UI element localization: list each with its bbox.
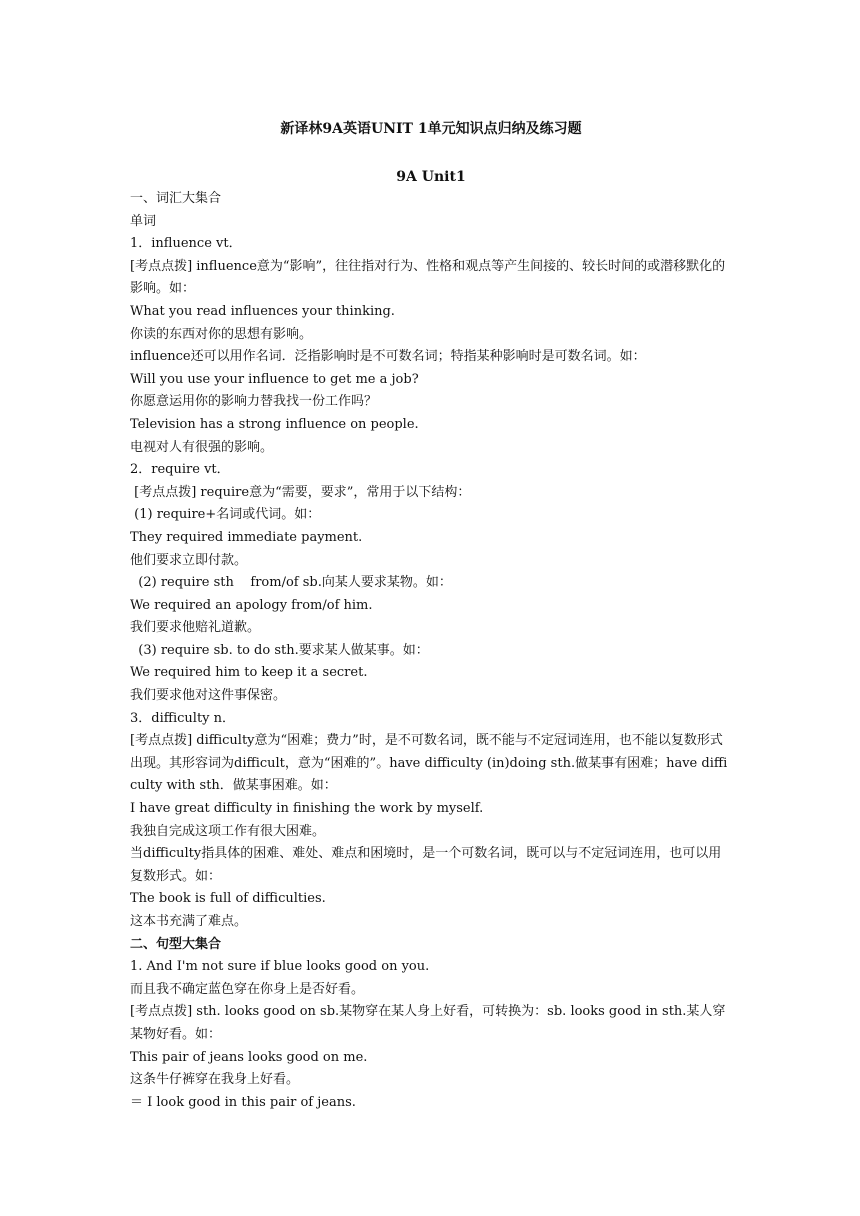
word-1-heading: 1．influence vt． bbox=[130, 236, 242, 252]
word-3-example-2-en: The book is full of difficulties. bbox=[130, 891, 326, 907]
pattern-1-tip: [考点点拨] sth. looks good on sb.某物穿在某人身上好看，可转换为：sb. looks good in sth.某人穿某物好看。如： bbox=[130, 1004, 726, 1042]
word-1-example-1-en: What you read influences your thinking. bbox=[130, 303, 395, 319]
section-heading-vocabulary: 一、词汇大集合 bbox=[130, 191, 222, 206]
word-2-heading: 2．require vt． bbox=[130, 462, 230, 478]
word-2-tip: [考点点拨] require意为“需要，要求”，常用于以下结构： bbox=[130, 484, 471, 500]
document-subtitle: 9A Unit1 bbox=[396, 169, 466, 185]
word-2-structure-2-cn: 我们要求他赔礼道歉。 bbox=[130, 620, 261, 636]
word-1-example-1-cn: 你读的东西对你的思想有影响。 bbox=[130, 326, 313, 342]
document-page bbox=[130, 118, 732, 1114]
document-title: 新译林9A英语UNIT 1单元知识点归纳及练习题 bbox=[280, 121, 582, 137]
word-2-structure-1-en: They required immediate payment. bbox=[130, 529, 363, 545]
pattern-1-example-cn: 这条牛仔裤穿在我身上好看。 bbox=[130, 1072, 300, 1088]
word-3-note: 当difficulty指具体的困难、难处、难点和困境时，是一个可数名词，既可以与不定冠词连用，也可以用复数形式。如： bbox=[130, 846, 722, 884]
word-2-structure-2-en: We required an apology from/of him. bbox=[130, 597, 373, 613]
word-3-heading: 3．difficulty n． bbox=[130, 710, 236, 726]
word-2-structure-3-cn: 我们要求他对这件事保密。 bbox=[130, 688, 287, 704]
word-1-example-2-en: Will you use your influence to get me a job? bbox=[130, 371, 419, 387]
subheading-words: 单词 bbox=[130, 213, 157, 229]
word-3-tip: [考点点拨] difficulty意为“困难；费力”时，是不可数名词，既不能与不定冠词连用，也不能以复数形式出现。其形容词为difficult，意为“困难的”。have difficulty (in)doing sth.做某事有困难；have difficulty with sth．做某事困难。如： bbox=[130, 733, 728, 794]
word-1-example-3-en: Television has a strong influence on people. bbox=[130, 416, 419, 432]
word-2-structure-3-en: We required him to keep it a secret. bbox=[130, 665, 368, 681]
word-1-tip: [考点点拨] influence意为“影响”，往往指对行为、性格和观点等产生间接的、较长时间的或潜移默化的影响。如： bbox=[130, 258, 726, 297]
word-2-structure-1-cn: 他们要求立即付款。 bbox=[130, 552, 248, 568]
word-2-structure-1: (1) require+名词或代词。如： bbox=[130, 507, 321, 523]
word-3-example-2-cn: 这本书充满了难点。 bbox=[130, 914, 248, 929]
word-1-note: influence还可以用作名词．泛指影响时是不可数名词；特指某种影响时是可数名词。如： bbox=[130, 349, 646, 365]
pattern-1-en: 1. And I'm not sure if blue looks good on you. bbox=[130, 959, 430, 975]
pattern-1-equivalent: ＝ I look good in this pair of jeans. bbox=[130, 1094, 356, 1110]
pattern-1-cn: 而且我不确定蓝色穿在你身上是否好看。 bbox=[130, 981, 365, 997]
word-3-example-1-cn: 我独自完成这项工作有很大困难。 bbox=[130, 823, 326, 839]
word-3-example-1-en: I have great difficulty in finishing the work by myself. bbox=[130, 801, 484, 817]
word-1-example-2-cn: 你愿意运用你的影响力替我找一份工作吗？ bbox=[130, 394, 378, 410]
pattern-1-example-en: This pair of jeans looks good on me. bbox=[130, 1049, 368, 1065]
word-1-example-3-cn: 电视对人有很强的影响。 bbox=[130, 439, 274, 455]
section-heading-sentences: 二、句型大集合 bbox=[130, 936, 222, 952]
word-2-structure-2: (2) require sth from/of sb.向某人要求某物。如： bbox=[130, 575, 452, 591]
word-2-structure-3: (3) require sb. to do sth.要求某人做某事。如： bbox=[130, 642, 429, 658]
